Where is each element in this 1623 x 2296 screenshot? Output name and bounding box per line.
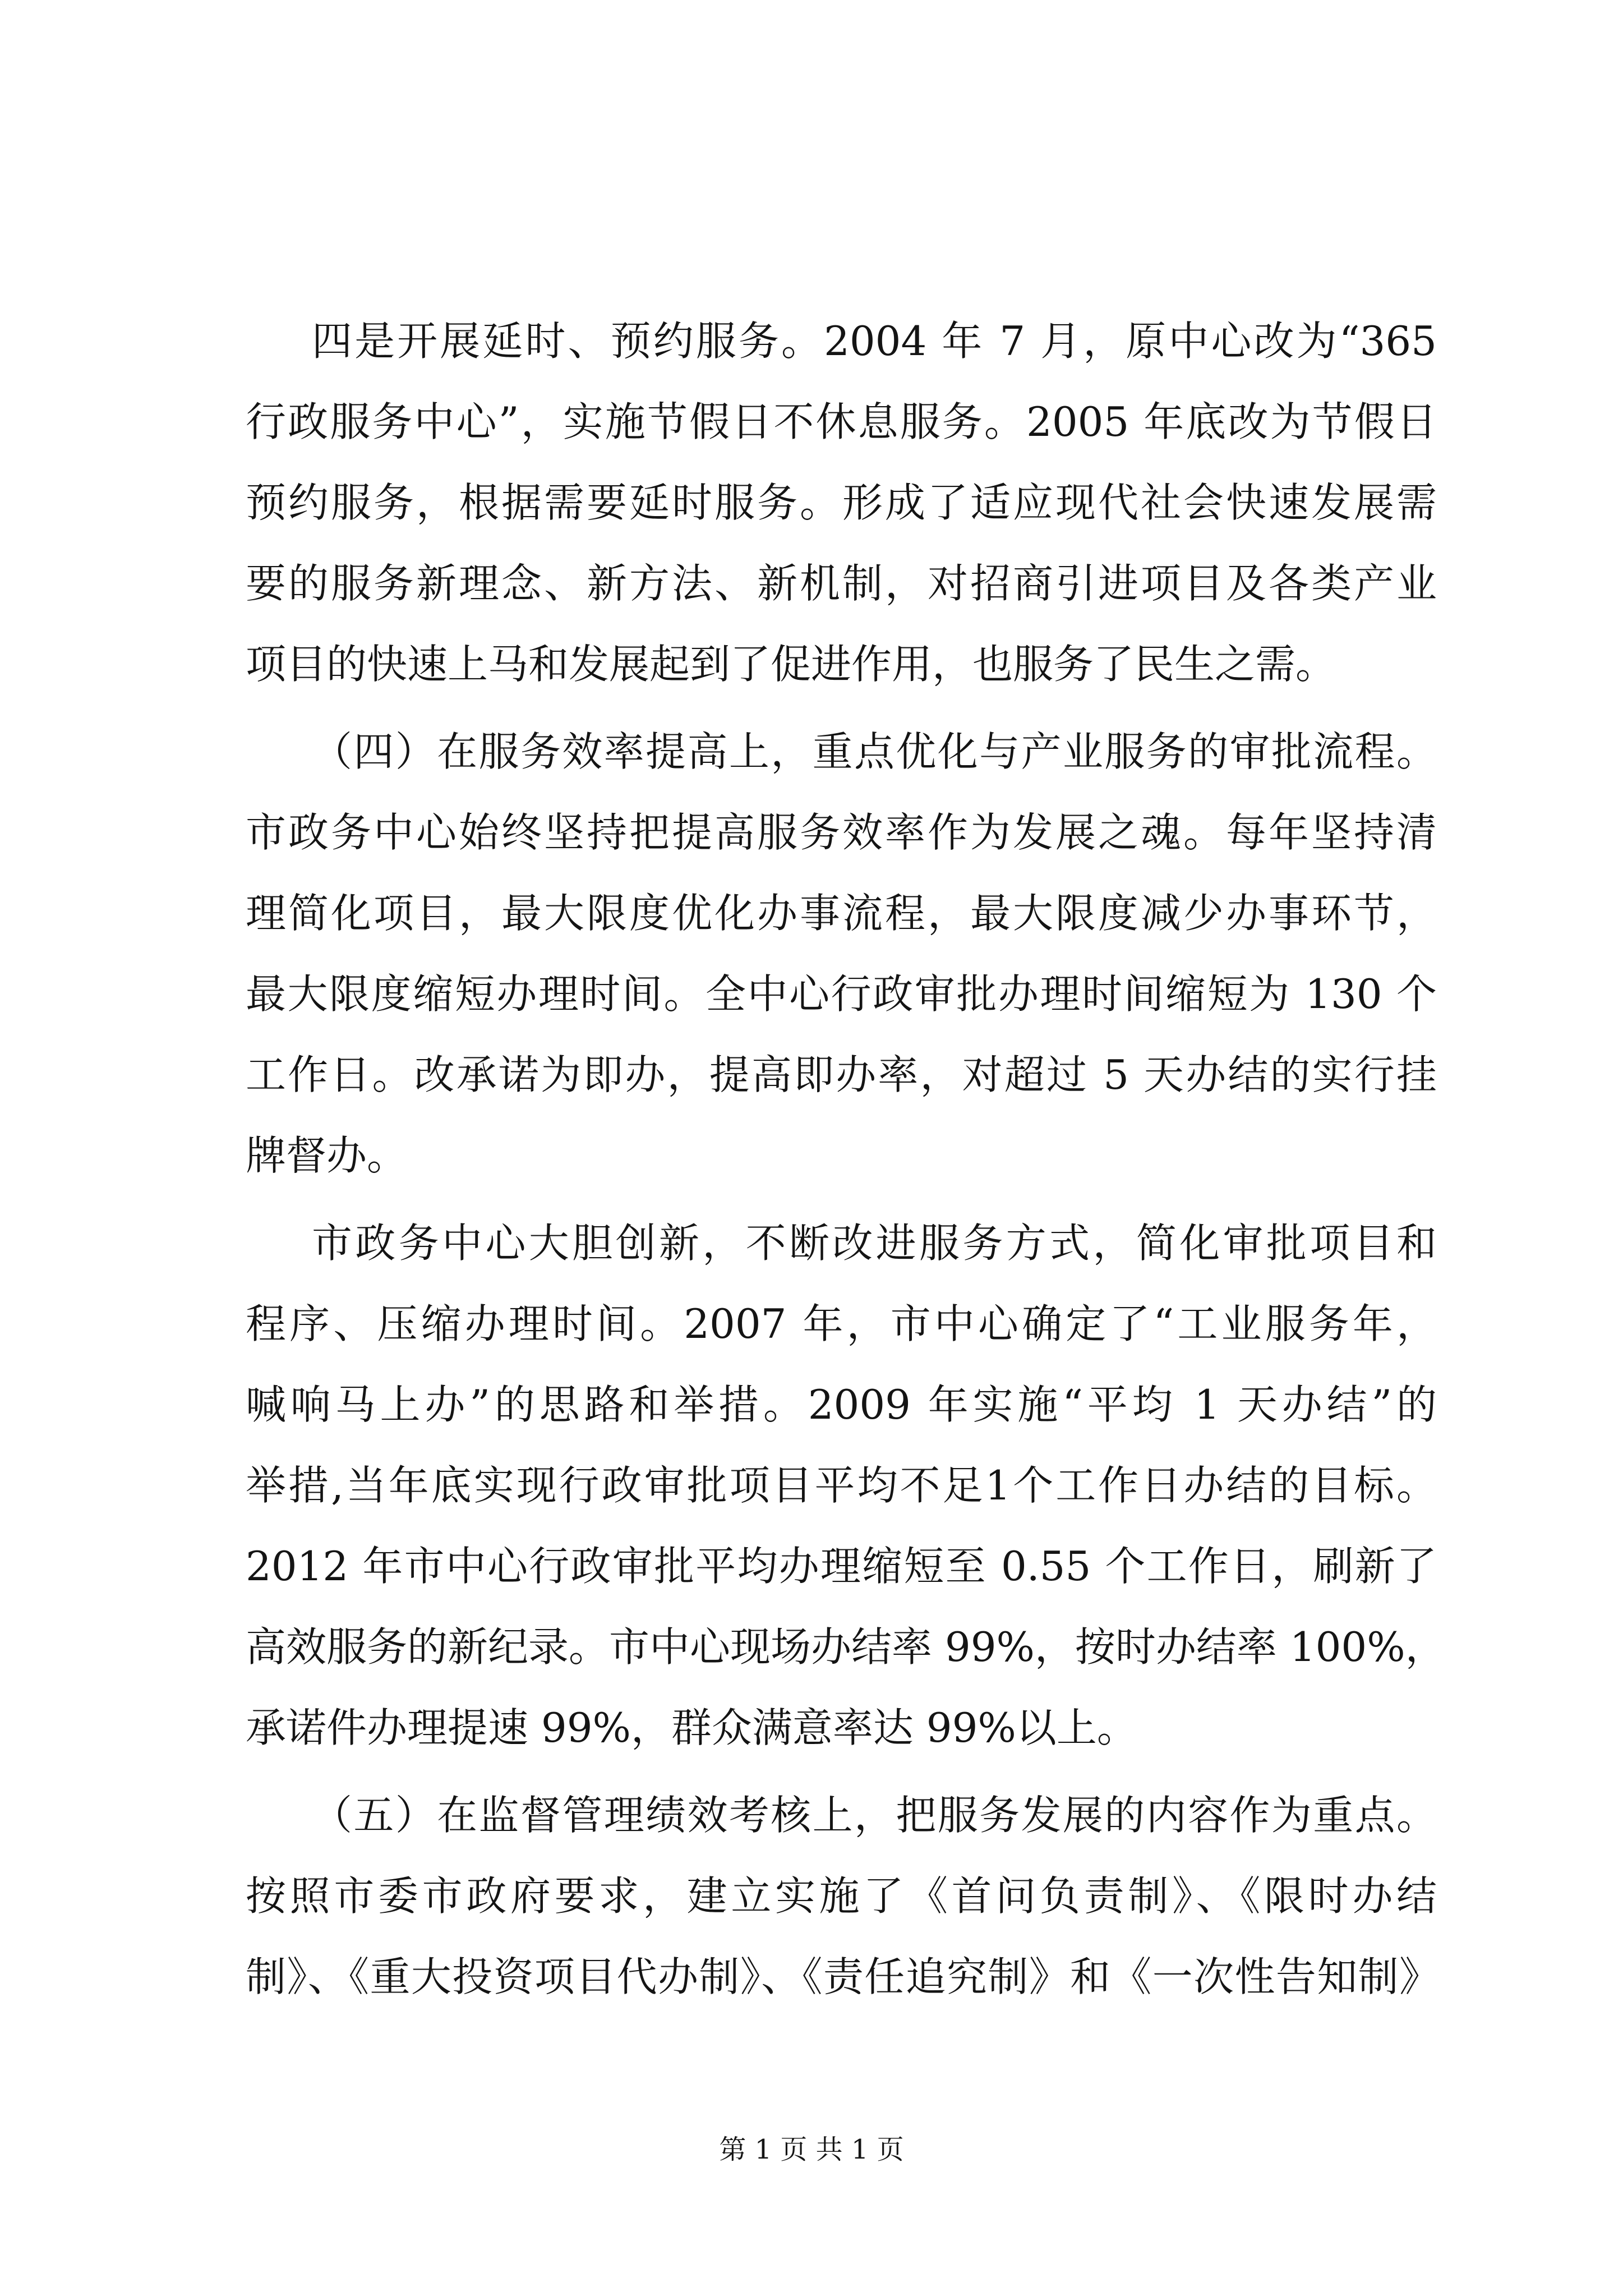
paragraph (246, 301, 1437, 705)
text-line: 2012 年市中心行政审批平均办理缩短至 0.55 个工作日，刷新了 (246, 1543, 1437, 1590)
text-line: 喊响马上办”的思路和举措。2009 年实施“平均 1 天办结”的 (246, 1381, 1437, 1428)
paragraph (246, 1203, 1446, 1768)
section-heading-line: （五）在监督管理绩效考核上，把服务发展的内容作为重点。 (312, 1792, 1437, 1839)
text-line: 举措,当年底实现行政审批项目平均不足1个工作日办结的目标。 (246, 1462, 1437, 1509)
section-heading-line: （四）在服务效率提高上，重点优化与产业服务的审批流程。 (312, 728, 1437, 775)
text-line: 市政务中心始终坚持把提高服务效率作为发展之魂。每年坚持清 (246, 809, 1437, 856)
text-line: 高效服务的新纪录。市中心现场办结率 99%，按时办结率 100%， (246, 1623, 1446, 1671)
page-footer: 第 1 页 共 1 页 (719, 2134, 904, 2165)
text-line: 程序、压缩办理时间。2007 年，市中心确定了“工业服务年， (246, 1300, 1437, 1347)
text-line: 项目的快速上马和发展起到了促进作用，也服务了民生之需。 (246, 641, 1336, 688)
text-line: 预约服务，根据需要延时服务。形成了适应现代社会快速发展需 (246, 479, 1437, 526)
text-line: 制》、《重大投资项目代办制》、《责任追究制》和《一次性告知制》 (246, 1953, 1437, 2000)
text-line: 牌督办。 (246, 1132, 408, 1179)
paragraph (246, 711, 1437, 1196)
text-line: 承诺件办理提速 99%，群众满意率达 99%以上。 (246, 1704, 1137, 1751)
text-line: 工作日。改承诺为即办，提高即办率，对超过 5 天办结的实行挂 (246, 1051, 1437, 1098)
text-line: 理简化项目，最大限度优化办事流程，最大限度减少办事环节， (246, 890, 1437, 937)
text-line: 行政服务中心”，实施节假日不休息服务。2005 年底改为节假日 (246, 398, 1437, 445)
paragraph (246, 1775, 1437, 2017)
text-line: 四是开展延时、预约服务。2004 年 7 月，原中心改为“365 (312, 318, 1437, 365)
text-line: 市政务中心大胆创新，不断改进服务方式，简化审批项目和 (312, 1220, 1437, 1267)
text-line: 要的服务新理念、新方法、新机制，对招商引进项目及各类产业 (246, 560, 1437, 607)
text-line: 最大限度缩短办理时间。全中心行政审批办理时间缩短为 130 个 (246, 970, 1437, 1018)
text-line: 按照市委市政府要求，建立实施了《首问负责制》、《限时办结 (246, 1872, 1437, 1920)
document-body (246, 301, 1446, 2017)
